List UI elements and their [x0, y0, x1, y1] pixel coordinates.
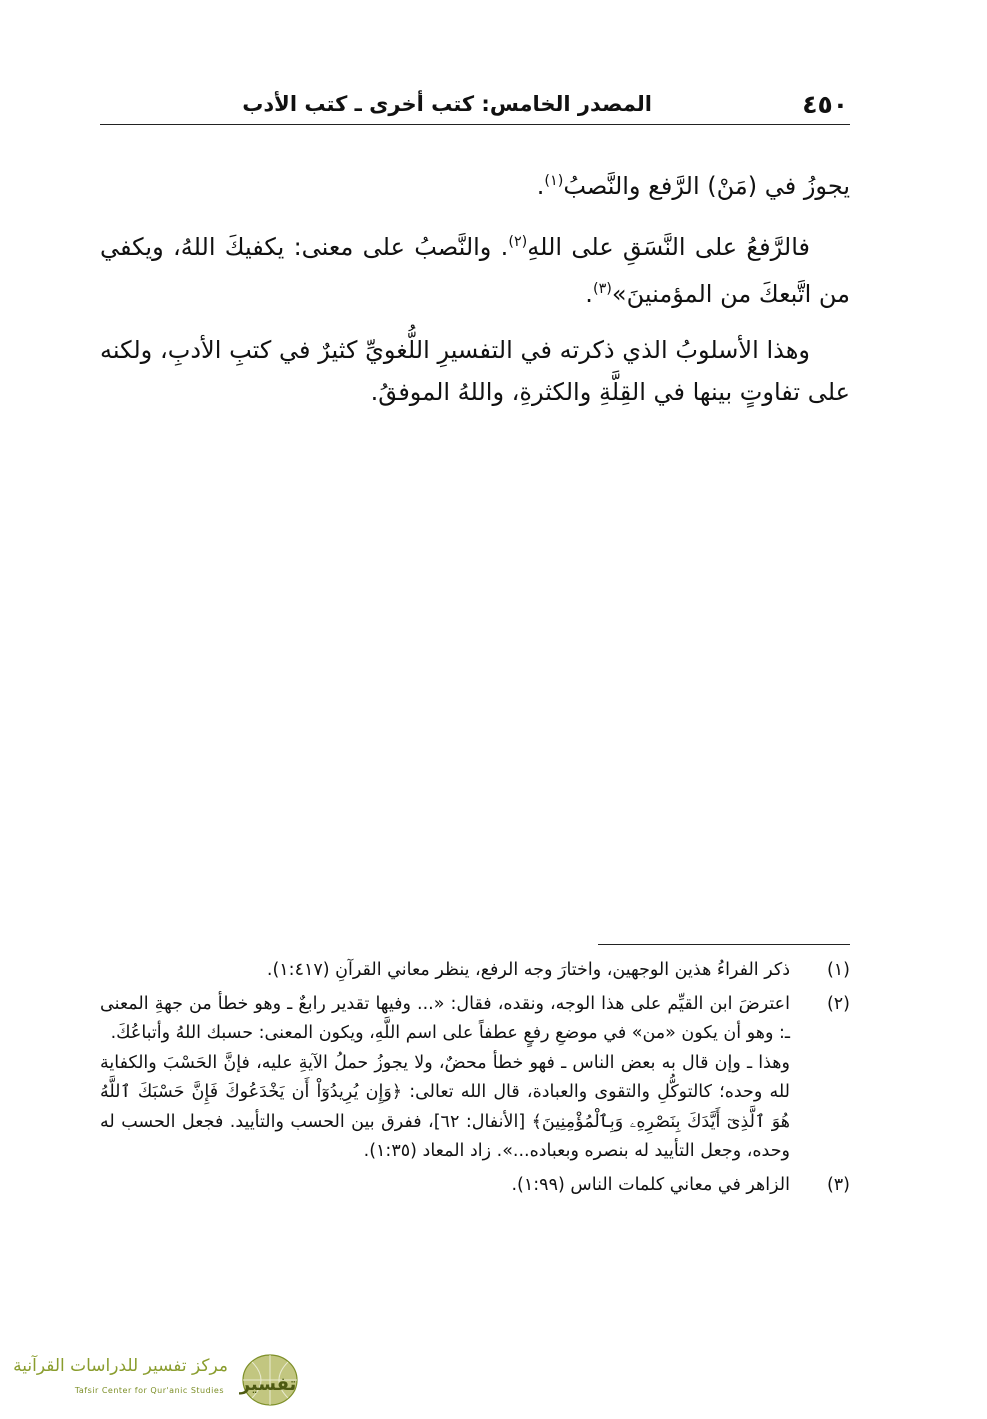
- footnote-text: ذكر الفراءُ هذين الوجهين، واختارَ وجه الرفع، ينظر معاني القرآنِ (١:٤١٧).: [266, 960, 790, 980]
- paragraph-2: [100, 221, 850, 315]
- paragraph-2-text-a: فالرَّفعُ على النَّسَقِ على اللهِ: [527, 233, 810, 261]
- logo-arabic-text: مركز تفسير للدراسات القرآنية: [13, 1356, 228, 1376]
- footnote-body: [100, 990, 790, 1167]
- footnote-2: [100, 990, 850, 1167]
- page-number: ٤٥٠: [802, 90, 848, 119]
- paragraph-2-end: .: [585, 280, 593, 308]
- footnote-1: [100, 956, 850, 986]
- footnote-3: [100, 1171, 850, 1201]
- globe-emblem-icon: [232, 1352, 304, 1408]
- paragraph-2-text-b: . والنَّصبُ على معنى: يكفيكَ اللهُ، ويكفي من اتَّبعكَ من المؤمنينَ»: [100, 233, 850, 308]
- main-text: [100, 160, 850, 427]
- footnote-text: وهذا ـ وإن قال به بعض الناس ـ فهو خطأ محضٌ، ولا يجوزُ حملُ الآيةِ عليه، فإنَّ الحَسْبَ والكفاية لله وحده؛ كالتوكُّلِ والتقوى والعبادة، قال الله تعالى: ﴿وَإِن يُرِيدُوٓاْ أَن يَخْدَعُوكَ فَإِنَّ حَسْبَكَ ٱللَّهُ هُوَ ٱلَّذِىٓ أَيَّدَكَ بِنَصْرِهِۦ وَبِٱلْمُؤْمِنِينَ﴾ [الأنفال: ٦٢]، ففرق بين الحسب والتأييد. فجعل الحسب له وحده، وجعل التأييد له بنصره وبعباده...». زاد المعاد (١:٣٥).: [100, 1052, 791, 1161]
- footnote-text: اعترضَ ابن القيِّم على هذا الوجه، ونقده، فقال: «... وفيها تقدير رابعٌ ـ وهو خطأ من جهةِ المعنى ـ: وهو أن يكون «من» في موضعِ رفعٍ عطفاً على اسم اللَّهِ، ويكون المعنى: حسبك اللهُ وأتباعُكَ.: [100, 993, 790, 1043]
- paragraph-3: وهذا الأسلوبُ الذي ذكرته في التفسيرِ اللُّغويِّ كثيرٌ في كتبِ الأدبِ، ولكنه على تفاوتٍ بينها في القِلَّةِ والكثرةِ، واللهُ الموفقُ.: [100, 336, 850, 406]
- paragraph-1-end: .: [536, 172, 545, 200]
- publisher-logo: [14, 1352, 304, 1410]
- footnote-separator: [598, 944, 850, 945]
- footnote-ref-2: (٢): [508, 234, 528, 250]
- running-title: المصدر الخامس: كتب أخرى ـ كتب الأدب: [242, 92, 652, 116]
- footnote-number: (٣): [826, 1174, 850, 1195]
- footnote-text: الزاهر في معاني كلمات الناس (١:٩٩).: [511, 1174, 790, 1195]
- logo-emblem-text: تفسير: [239, 1374, 297, 1395]
- logo-latin-text: Tafsir Center for Qur'anic Studies: [74, 1386, 224, 1395]
- page-header: [100, 88, 850, 125]
- footnotes: [100, 956, 850, 1204]
- footnote-body: [100, 1171, 790, 1201]
- paragraph-1: [100, 160, 850, 207]
- footnote-number: (٢): [826, 993, 850, 1014]
- footnote-number: (١): [826, 960, 850, 980]
- footnote-ref-3: (٣): [592, 281, 612, 297]
- footnote-body: [100, 956, 790, 986]
- footnote-ref-1: (١): [544, 173, 564, 189]
- paragraph-1-text: يجوزُ في (مَنْ) الرَّفع والنَّصبُ: [563, 172, 850, 200]
